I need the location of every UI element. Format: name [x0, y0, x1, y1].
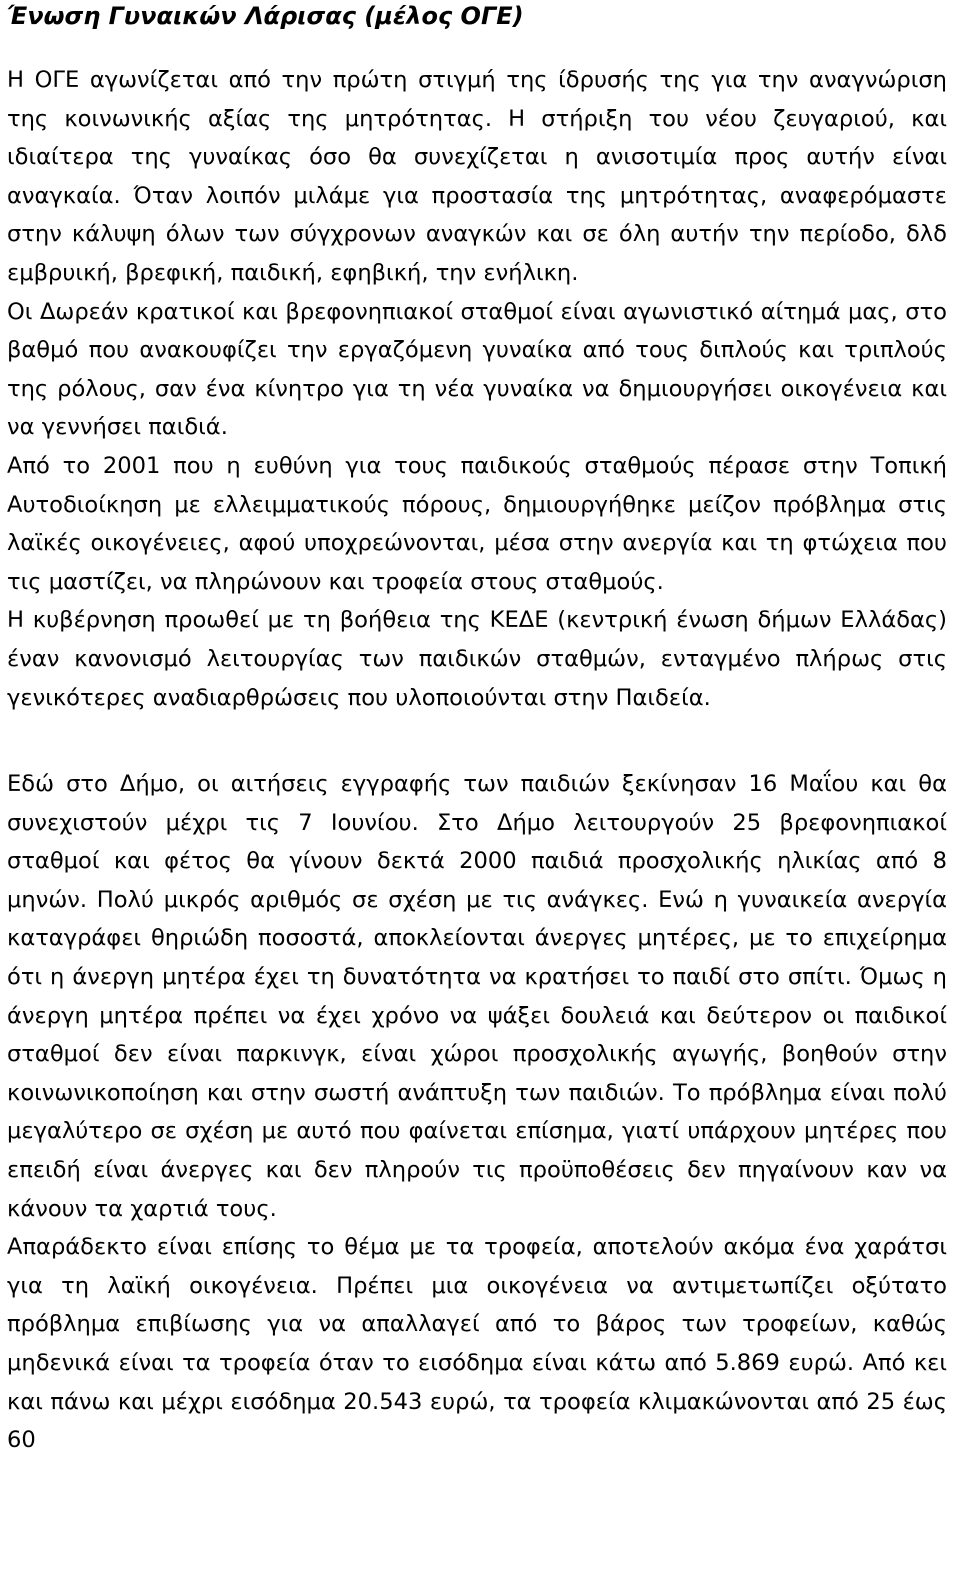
- paragraph: Η κυβέρνηση προωθεί με τη βοήθεια της ΚΕΔΕ (κεντρική ένωση δήμων Ελλάδας) έναν κανονισμό λειτουργίας των παιδικών σταθμών, ενταγμένο πλήρως στις γενικότερες αναδιαρθρώσεις που υλοποιούνται στην Παιδεία.: [7, 607, 947, 711]
- paragraph: Η ΟΓΕ αγωνίζεται από την πρώτη στιγμή της ίδρυσής της για την αναγνώριση της κοινωνικής αξίας της μητρότητας. Η στήριξη του νέου ζευγαριού, και ιδιαίτερα της γυναίκας όσο θα συνεχίζεται η ανισοτιμία προς αυτήν είναι αναγκαία. Όταν λοιπόν μιλάμε για προστασία της μητρότητας, αναφερόμαστε στην κάλυψη όλων των σύγχρονων αναγκών και σε όλη αυτήν την περίοδο, δλδ εμβρυική, βρεφική, παιδική, εφηβική, την ενήλικη.: [7, 67, 947, 286]
- paragraph: Οι Δωρεάν κρατικοί και βρεφονηπιακοί σταθμοί είναι αγωνιστικό αίτημά μας, στο βαθμό που ανακουφίζει την εργαζόμενη γυναίκα από τους διπλούς και τριπλούς της ρόλους, σαν ένα κίνητρο για τη νέα γυναίκα να δημιουργήσει οικογένεια και να γεννήσει παιδιά.: [7, 298, 947, 441]
- document-body: [7, 61, 947, 1460]
- paragraph: Απαράδεκτο είναι επίσης το θέμα με τα τροφεία, αποτελούν ακόμα ένα χαράτσι για τη λαϊκή οικογένεια. Πρέπει μια οικογένεια να αντιμετωπίζει οξύτατο πρόβλημα επιβίωσης για να απαλλαγεί από το βάρος των τροφείων, καθώς μηδενικά είναι τα τροφεία όταν το εισόδημα είναι κάτω από 5.869 ευρώ. Από κει και πάνω και μέχρι εισόδημα 20.543 ευρώ, τα τροφεία κλιμακώνονται από 25 έως 60: [7, 1234, 947, 1454]
- paragraph: Εδώ στο Δήμο, οι αιτήσεις εγγραφής των παιδιών ξεκίνησαν 16 Μαΐου και θα συνεχιστούν μέχρι τις 7 Ιουνίου. Στο Δήμο λειτουργούν 25 βρεφονηπιακοί σταθμοί και φέτος θα γίνουν δεκτά 2000 παιδιά προσχολικής ηλικίας από 8 μηνών. Πολύ μικρός αριθμός σε σχέση με τις ανάγκες. Ενώ η γυναικεία ανεργία καταγράφει θηριώδη ποσοστά, αποκλείονται άνεργες μητέρες, με το επιχείρημα ότι η άνεργη μητέρα έχει τη δυνατότητα να κρατήσει το παιδί στο σπίτι. Όμως η άνεργη μητέρα πρέπει να έχει χρόνο να ψάξει δουλειά και δεύτερον οι παιδικοί σταθμοί δεν είναι παρκινγκ, είναι χώροι προσχολικής αγωγής, βοηθούν στην κοινωνικοποίηση και στην σωστή ανάπτυξη των παιδιών. Το πρόβλημα είναι πολύ μεγαλύτερο σε σχέση με αυτό που φαίνεται επίσημα, γιατί υπάρχουν μητέρες που επειδή είναι άνεργες και δεν πληρούν τις προϋποθέσεις δεν πηγαίνουν καν να κάνουν τα χαρτιά τους.: [7, 771, 947, 1222]
- paragraph: Από το 2001 που η ευθύνη για τους παιδικούς σταθμούς πέρασε στην Τοπική Αυτοδιοίκηση με ελλειμματικούς πόρους, δημιουργήθηκε μείζον πρόβλημα στις λαϊκές οικογένειες, αφού υποχρεώνονται, μέσα στην ανεργία και τη φτώχεια που τις μαστίζει, να πληρώνουν και τροφεία στους σταθμούς.: [7, 452, 947, 595]
- document-title: Ένωση Γυναικών Λάρισας (μέλος ΟΓΕ): [7, 2, 524, 30]
- paragraph-spacer: [7, 717, 947, 765]
